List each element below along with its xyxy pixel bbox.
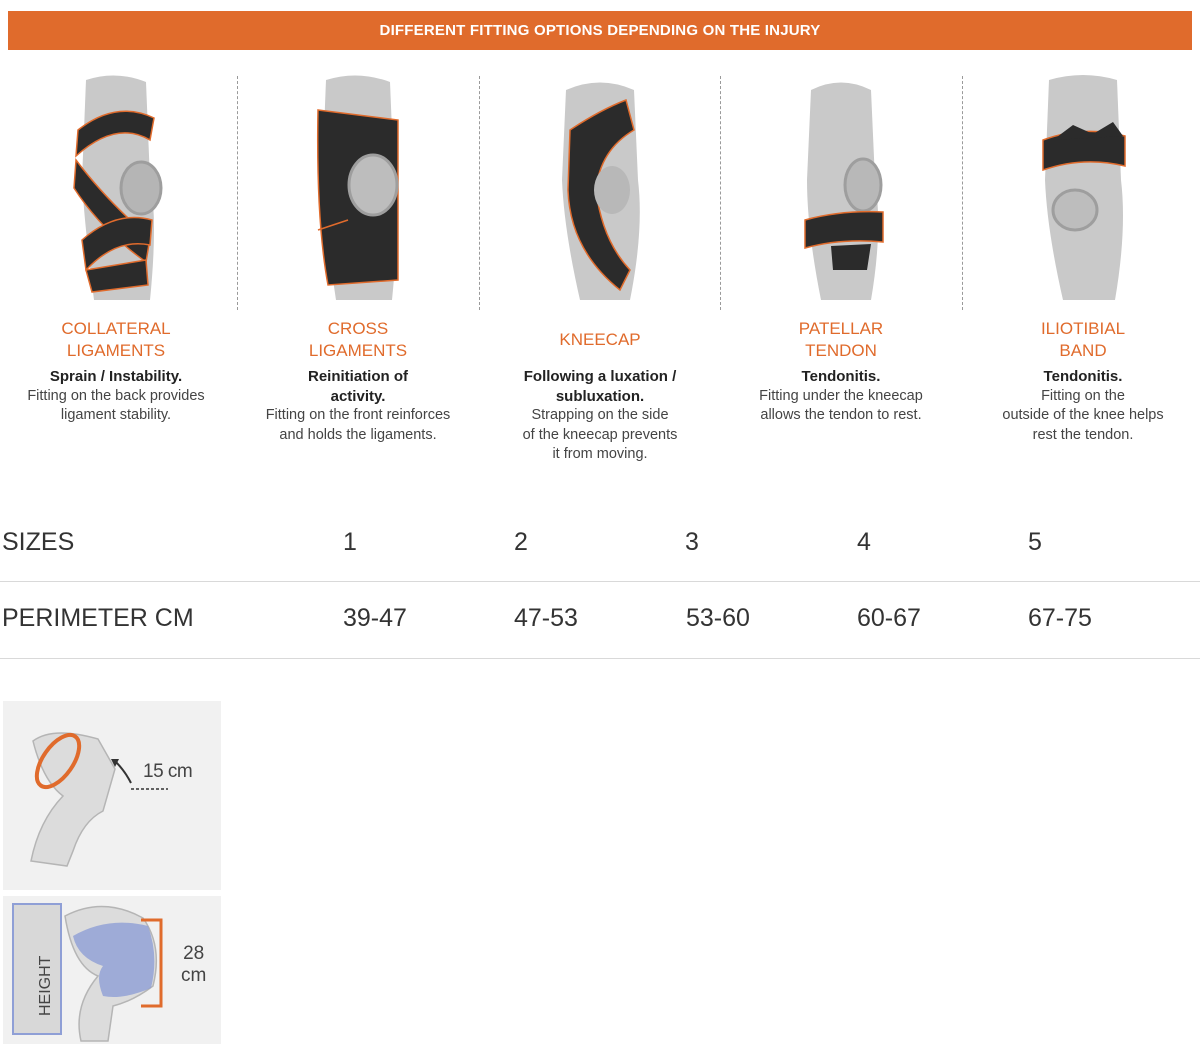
column-divider (479, 76, 480, 310)
column-divider (237, 76, 238, 310)
option-condition: Tendonitis. (801, 368, 881, 385)
knee-circumference-diagram (3, 701, 221, 890)
option-desc-line: allows the tendon to rest. (760, 407, 922, 423)
option-desc-line: of the kneecap prevents (522, 426, 678, 443)
knee-brace-iliotibial-image (1013, 70, 1153, 310)
knee-brace-front-image (288, 70, 428, 310)
option-title-line2: LIGAMENTS (66, 341, 166, 360)
option-title-line1: PATELLAR (798, 319, 884, 338)
option-description (480, 367, 720, 465)
perimeter-label: PERIMETER CM (2, 604, 194, 632)
size-value: 4 (857, 528, 871, 556)
option-desc-line: rest the tendon. (1032, 426, 1134, 443)
perimeter-value: 67-75 (1028, 604, 1092, 632)
size-value: 3 (685, 528, 699, 556)
size-value: 5 (1028, 528, 1042, 556)
option-title-line2: BAND (1059, 341, 1107, 360)
measure-circumference-panel (3, 701, 221, 890)
option-desc-line: Fitting on the (1041, 387, 1125, 404)
knee-brace-kneecap-image (530, 70, 670, 310)
height-value (181, 943, 206, 987)
option-title-line2: LIGAMENTS (308, 341, 408, 360)
option-desc-line: it from moving. (552, 446, 648, 462)
option-description (963, 367, 1200, 445)
header-banner: DIFFERENT FITTING OPTIONS DEPENDING ON THE INJURY (8, 11, 1192, 50)
knee-brace-back-image (46, 70, 186, 310)
table-divider (0, 581, 1200, 582)
option-title-line1: CROSS (327, 319, 389, 338)
perimeter-value: 60-67 (857, 604, 921, 632)
option-condition: Tendonitis. (1043, 368, 1123, 385)
option-condition: Sprain / Instability. (49, 368, 183, 385)
option-description (721, 367, 961, 426)
measure-height-panel (3, 896, 221, 1044)
option-condition: Following a luxation / subluxation. (523, 368, 677, 405)
size-value: 2 (514, 528, 528, 556)
option-desc-line: ligament stability. (60, 407, 172, 423)
circumference-offset-value: 15 cm (143, 761, 193, 782)
height-value-number: 28 (183, 943, 205, 964)
option-condition: Reinitiation of activity. (308, 368, 408, 405)
size-value: 1 (343, 528, 357, 556)
option-title-line1: COLLATERAL (61, 319, 171, 338)
option-title-line1: ILIOTIBIAL (1040, 319, 1126, 338)
option-title-line2: TENDON (805, 341, 877, 360)
option-description (238, 367, 478, 445)
column-divider (962, 76, 963, 310)
height-value-unit: cm (181, 965, 207, 986)
knee-brace-patellar-image (771, 70, 911, 310)
option-desc-line: and holds the ligaments. (279, 426, 437, 443)
option-desc-line: Fitting on the back provides (27, 387, 205, 404)
option-desc-line: outside of the knee helps (1002, 407, 1164, 423)
option-desc-line: Fitting on the front reinforces (265, 407, 451, 423)
sizes-label: SIZES (2, 528, 75, 556)
option-desc-line: Strapping on the side (531, 407, 669, 423)
perimeter-value: 47-53 (514, 604, 578, 632)
option-desc-line: Fitting under the kneecap (759, 387, 923, 404)
option-description (0, 367, 236, 426)
perimeter-value: 39-47 (343, 604, 407, 632)
perimeter-value: 53-60 (686, 604, 750, 632)
table-divider (0, 658, 1200, 659)
column-divider (720, 76, 721, 310)
option-title-line1: KNEECAP (559, 330, 641, 349)
height-label: HEIGHT (37, 955, 54, 1016)
